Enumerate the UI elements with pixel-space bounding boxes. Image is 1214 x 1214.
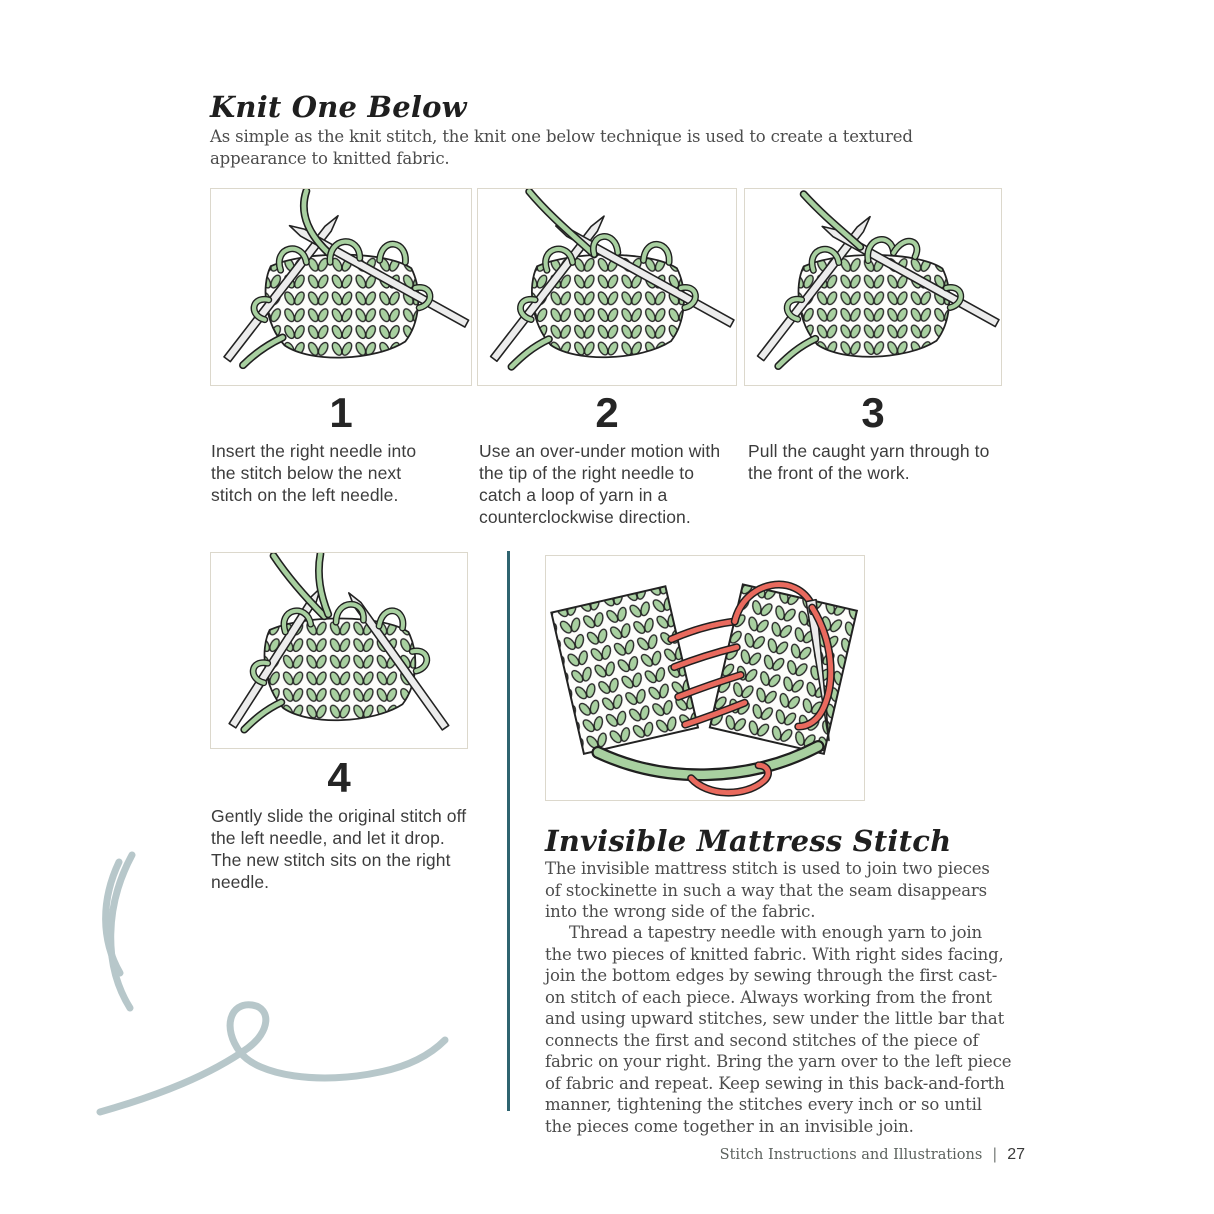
step-4-number: 4 bbox=[327, 754, 351, 801]
page-number: 27 bbox=[1007, 1146, 1025, 1163]
step-1-caption: Insert the right needle into the stitch below the next stitch on the left needle. bbox=[211, 441, 417, 505]
section-divider bbox=[507, 551, 510, 1111]
step-3-illustration bbox=[744, 188, 1002, 386]
step-4-illustration bbox=[210, 552, 468, 749]
decorative-yarn-squiggle bbox=[85, 845, 485, 1135]
section-title-invisible-mattress-stitch: Invisible Mattress Stitch bbox=[545, 824, 952, 858]
page-footer bbox=[600, 1146, 1025, 1164]
section2-paragraph-1: The invisible mattress stitch is used to join two pieces of stockinette in such a way that the seam disappears into the wrong side of the fabric. bbox=[545, 859, 990, 921]
section-intro: As simple as the knit stitch, the knit one below technique is used to create a textured appearance to knitted fabric. bbox=[210, 127, 913, 168]
footer-running-title: Stitch Instructions and Illustrations bbox=[719, 1147, 983, 1163]
step-4-caption: Gently slide the original stitch off the left needle, and let it drop. The new stitch sits on the right needle. bbox=[211, 806, 467, 892]
section2-paragraph-2: Thread a tapestry needle with enough yarn to join the two pieces of knitted fabric. With right sides facing, join the bottom edges by sewing through the first cast-on stitch of each piece. Always working from the front and using upward stitches, sew under the little bar that connects the first and second stitches of the piece of fabric on your right. Bring the yarn over to the left piece of fabric and repeat. Keep sewing in this back-and-forth manner, tightening the stitches every inch or so until the pieces come together in an invisible join. bbox=[545, 923, 1012, 1136]
footer-separator: | bbox=[992, 1147, 998, 1163]
step-2-caption: Use an over-under motion with the tip of the right needle to catch a loop of yarn in a counterclockwise direction. bbox=[479, 441, 721, 527]
step-3-caption: Pull the caught yarn through to the front of the work. bbox=[748, 441, 990, 483]
step-2-number: 2 bbox=[595, 389, 619, 436]
step-3-number: 3 bbox=[861, 389, 885, 436]
step-1-illustration bbox=[210, 188, 472, 386]
section-title-knit-one-below: Knit One Below bbox=[210, 90, 467, 124]
step-2-illustration bbox=[477, 188, 737, 386]
step-1-number: 1 bbox=[329, 389, 353, 436]
right-fabric-piece bbox=[710, 584, 857, 753]
mattress-stitch-illustration bbox=[545, 555, 865, 801]
